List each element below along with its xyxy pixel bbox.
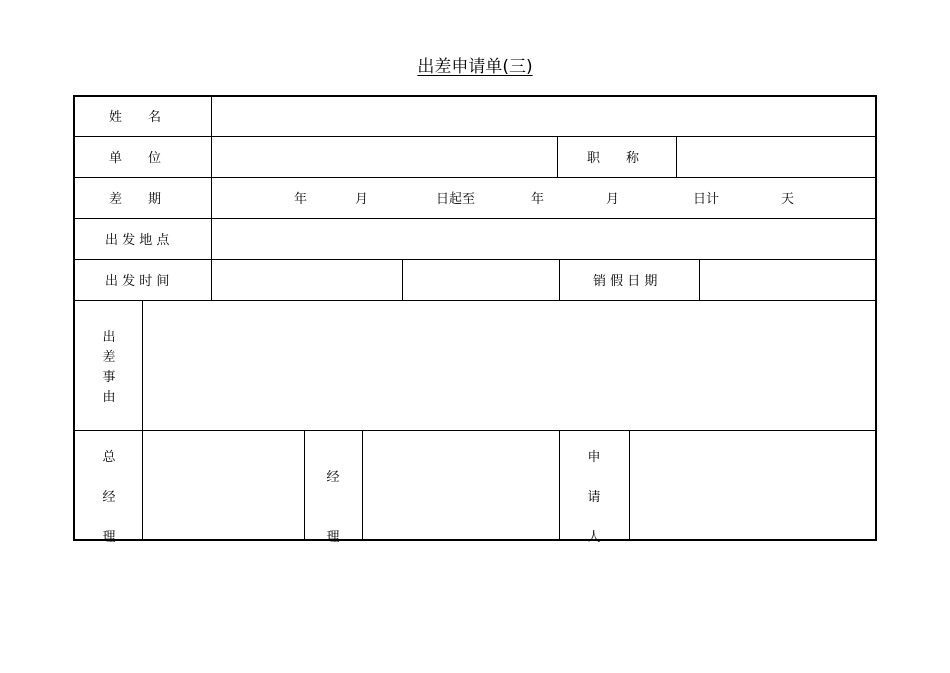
applicant-char: 人 xyxy=(587,530,601,545)
general-manager-char: 理 xyxy=(102,530,116,545)
name-field[interactable] xyxy=(212,97,875,136)
reason-label-char: 事 xyxy=(102,370,116,385)
unit-label: 单 位 xyxy=(109,151,162,166)
period-day-total: 日计 xyxy=(693,192,720,207)
reason-label xyxy=(101,328,117,408)
cell-divider xyxy=(557,137,558,178)
cell-divider xyxy=(559,260,560,301)
reason-label-char: 出 xyxy=(102,330,116,345)
destination-label: 出 发 地 点 xyxy=(105,233,170,248)
general-manager-char: 总 xyxy=(102,450,116,465)
reason-label-char: 由 xyxy=(102,390,116,405)
travel-request-form xyxy=(73,95,877,545)
name-label: 姓 名 xyxy=(109,110,162,125)
row-divider xyxy=(75,177,875,178)
form-title xyxy=(0,52,950,77)
job-title-label: 职 称 xyxy=(587,151,640,166)
general-manager-char: 经 xyxy=(102,490,116,505)
form-title-text: 出差申请单(三) xyxy=(417,57,533,77)
leave-cancel-date-field[interactable] xyxy=(700,260,875,300)
period-day-from: 日起至 xyxy=(436,192,476,207)
applicant-label xyxy=(586,438,602,558)
applicant-char: 请 xyxy=(587,490,601,505)
cell-divider xyxy=(559,431,560,541)
job-title-field[interactable] xyxy=(677,137,875,177)
period-days-unit: 天 xyxy=(781,192,795,207)
departure-time-field-2[interactable] xyxy=(403,260,559,300)
cell-divider xyxy=(304,431,305,541)
applicant-signature-field[interactable] xyxy=(630,431,875,541)
period-month-end: 月 xyxy=(606,192,620,207)
reason-field[interactable] xyxy=(143,301,875,430)
general-manager-label xyxy=(101,438,117,558)
general-manager-signature-field[interactable] xyxy=(143,431,304,541)
reason-label-char: 差 xyxy=(102,350,116,365)
departure-time-label: 出 发 时 间 xyxy=(105,274,170,289)
manager-char: 经 xyxy=(326,470,340,485)
manager-signature-field[interactable] xyxy=(363,431,559,541)
period-year-end: 年 xyxy=(531,192,545,207)
applicant-char: 申 xyxy=(587,450,601,465)
period-year-start: 年 xyxy=(294,192,308,207)
departure-time-field[interactable] xyxy=(212,260,402,300)
manager-char: 理 xyxy=(326,530,340,545)
manager-label xyxy=(325,448,341,568)
leave-cancel-date-label: 销 假 日 期 xyxy=(593,274,658,289)
period-label: 差 期 xyxy=(109,192,162,207)
destination-field[interactable] xyxy=(212,219,875,259)
period-month-start: 月 xyxy=(355,192,369,207)
unit-field[interactable] xyxy=(212,137,557,177)
